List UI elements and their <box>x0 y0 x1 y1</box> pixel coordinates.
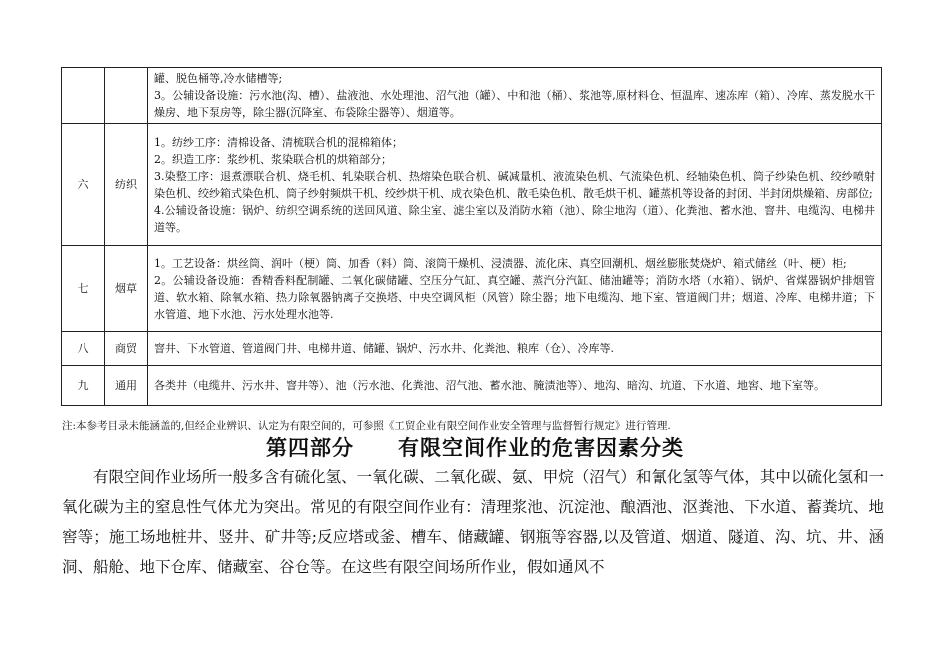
description-line: 各类井（电缆井、污水井、窨井等）、池（污水池、化粪池、沼气池、蓄水池、腌渍池等）、地沟、暗沟、坑道、下水道、地窖、地下室等。 <box>154 379 825 392</box>
row-description <box>148 124 882 246</box>
row-number: 六 <box>62 124 105 246</box>
table-row <box>62 246 882 332</box>
description-line: 1。纺纱工序：清棉设备、清梳联合机的混棉箱体； <box>154 135 403 149</box>
row-number <box>62 68 105 124</box>
table-row <box>62 68 882 124</box>
row-description <box>148 246 882 332</box>
table-row <box>62 332 882 366</box>
description-line: 窨井、下水管道、管道阀门井、电梯井道、储罐、锅炉、污水井、化粪池、粮库（仓）、冷库等. <box>154 342 614 355</box>
description-line: 3。公辅设备设施：污水池(沟、槽）、盐液池、水处理池、沼气池（罐）、中和池（桶）、浆池等,原材料仓、恒温库、速冻库（箱）、冷库、蒸发脱水干燥房、地下泵房等，除尘器(沉降室、布袋除尘器等）、烟道等。 <box>154 89 875 119</box>
description-line: 3.染整工序：退煮漂联合机、烧毛机、轧染联合机、热熔染色联合机、碱减量机、液流染色机、气流染色机、经轴染色机、筒子纱染色机、绞纱喷射染色机、绞纱箱式染色机、筒子纱射频烘干机、绞纱烘干机、成衣染色机、散毛染色机、散毛烘干机、罐蒸机等设备的封闭、半封闭烘燥箱、房部位; <box>154 169 875 200</box>
table-footnote: 注:本参考目录未能涵盖的,但经企业辨识、认定为有限空间的，可参照《工贸企业有限空间作业安全管理与监督暂行规定》进行管理. <box>62 420 671 432</box>
row-industry: 烟草 <box>105 246 148 332</box>
table-row <box>62 366 882 406</box>
description-line: 2。织造工序：浆纱机、浆染联合机的烘箱部分； <box>154 152 392 166</box>
row-industry: 商贸 <box>105 332 148 366</box>
row-description <box>148 366 882 406</box>
row-description <box>148 332 882 366</box>
description-line: 罐、脱色桶等,冷水储槽等; <box>154 72 283 85</box>
description-line: 1。工艺设备：烘丝筒、润叶（梗）筒、加香（料）筒、滚筒干燥机、浸渍器、流化床、真空回潮机、烟丝膨胀焚烧炉、箱式储丝（叶、梗）柜; <box>154 256 847 270</box>
description-line: 4.公辅设备设施：锅炉、纺织空调系统的送回风道、除尘室、滤尘室以及消防水箱（池）、除尘地沟（道）、化粪池、蓄水池、窨井、电缆沟、电梯井道等。 <box>154 203 875 234</box>
table-row <box>62 124 882 246</box>
section-heading <box>0 432 950 462</box>
row-number: 七 <box>62 246 105 332</box>
row-industry: 通用 <box>105 366 148 406</box>
row-industry: 纺织 <box>105 124 148 246</box>
section-part-number: 第四部分 <box>266 436 354 460</box>
body-paragraph: 有限空间作业场所一般多含有硫化氢、一氧化碳、二氧化碳、氨、甲烷（沼气）和氰化氢等气体，其中以硫化氢和一氧化碳为主的窒息性气体尤为突出。常见的有限空间作业有：清理浆池、沉淀池、酿酒池、沤粪池、下水道、蓄粪坑、地窖等；施工场地桩井、竖井、矿井等;反应塔或釜、槽车、储藏罐、钢瓶等容器,以及管道、烟道、隧道、沟、坑、井、涵洞、船舱、地下仓库、储藏室、谷仓等。在这些有限空间场所作业，假如通风不 <box>62 468 884 576</box>
row-number: 九 <box>62 366 105 406</box>
row-number: 八 <box>62 332 105 366</box>
row-industry <box>105 68 148 124</box>
description-line: 2。公辅设备设施：香精香料配制罐、二氧化碳储罐、空压分气缸、真空罐、蒸汽分汽缸、储油罐等；消防水塔（水箱）、锅炉、省煤器锅炉排烟管道、软水箱、除氧水箱、热力除氧器钠离子交换塔、中央空调风柜（风管）除尘器；地下电缆沟、地下室、管道阀门井；烟道、冷库、电梯井道；下水管道、地下水池、污水处理水池等. <box>154 273 875 321</box>
hazard-table <box>61 67 882 406</box>
section-title: 有限空间作业的危害因素分类 <box>398 436 684 460</box>
row-description <box>148 68 882 124</box>
